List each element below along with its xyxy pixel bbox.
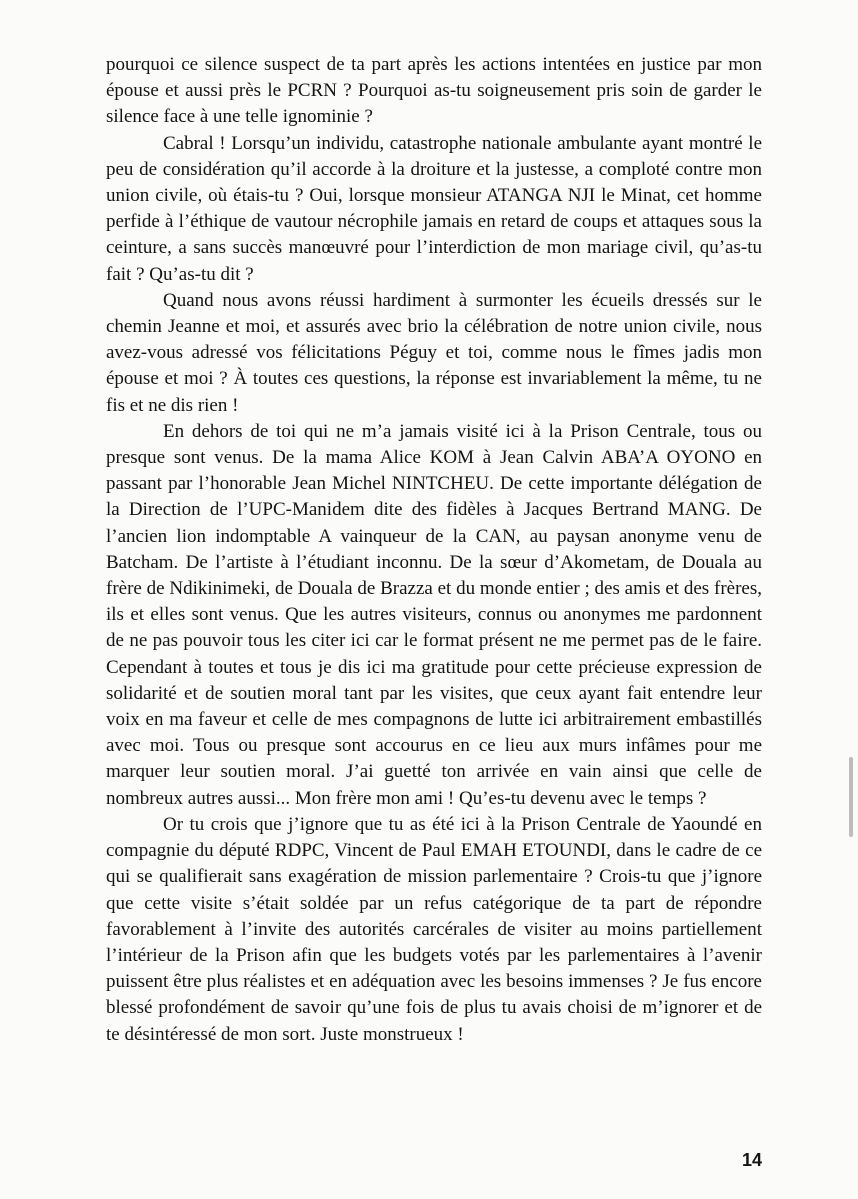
paragraph-union-civile: Quand nous avons réussi hardiment à surmonter les écueils dressés sur le chemin Jeanne et moi, et assurés avec brio la célébration de notre union civile, nous avez-vous adressé vos félicitations Péguy et toi, comme nous le fîmes jadis mon épouse et moi ? À toutes ces questions, la réponse est invariablement la même, tu ne fis et ne dis rien ! xyxy=(106,289,762,416)
page-body xyxy=(106,52,762,1048)
paragraph-mission-parlementaire: Or tu crois que j’ignore que tu as été ici à la Prison Centrale de Yaoundé en compagnie du député RDPC, Vincent de Paul EMAH ETOUNDI, dans le cadre de ce qui se qualifierait sans exagération de mission parlementaire ? Crois-tu que j’ignore que cette visite s’était soldée par un refus catégorique de ta part de répondre favorablement à l’invite des autorités carcérales de visiter au moins partiellement l’intérieur de la Prison afin que les budgets votés par les parlementaires à l’avenir puissent être plus réalistes et en adéquation avec les besoins immenses ? Je fus encore blessé profondément de savoir qu’une fois de plus tu avais choisi de m’ignorer et de te désintéressé de mon sort. Juste monstrueux ! xyxy=(106,813,762,1045)
paragraph-cabral: Cabral ! Lorsqu’un individu, catastrophe nationale ambulante ayant montré le peu de considération qu’il accorde à la droiture et la justesse, a comploté contre mon union civile, où étais-tu ? Oui, lorsque monsieur ATANGA NJI le Minat, cet homme perfide à l’éthique de vautour nécrophile jamais en retard de coups et attaques sous la ceinture, a sans succès manœuvré pour l’interdiction de mon mariage civil, qu’as-tu fait ? Qu’as-tu dit ? xyxy=(106,132,762,285)
scrollbar-thumb[interactable] xyxy=(849,757,853,837)
paragraph-continuation: pourquoi ce silence suspect de ta part après les actions intentées en justice par mon épouse et aussi près le PCRN ? Pourquoi as-tu soigneusement pris soin de garder le silence face à une telle ignominie ? xyxy=(106,54,762,128)
page-number: 14 xyxy=(741,1150,762,1170)
paragraph-visiteurs: En dehors de toi qui ne m’a jamais visité ici à la Prison Centrale, tous ou presque sont venus. De la mama Alice KOM à Jean Calvin ABA’A OYONO en passant par l’honorable Jean Michel NINTCHEU. De cette importante délégation de la Direction de l’UPC-Manidem dite des fidèles à Jacques Bertrand MANG. De l’ancien lion indomptable A vainqueur de la CAN, au paysan anonyme venu de Batcham. De l’artiste à l’étudiant inconnu. De la sœur d’Akometam, de Douala au frère de Ndikinimeki, de Douala de Brazza et du monde entier ; des amis et des frères, ils et elles sont venus. Que les autres visiteurs, connus ou anonymes me pardonnent de ne pas pouvoir tous les citer ici car le format présent ne me permet pas de le faire. Cependant à toutes et tous je dis ici ma gratitude pour cette précieuse expression de solidarité et de soutien moral tant par les visites, que ceux ayant fait entendre leur voix en ma faveur et celle de mes compagnons de lutte ici arbitrairement embastillés avec moi. Tous ou presque sont accourus en ce lieu aux murs infâmes pour me marquer leur soutien moral. J’ai guetté ton arrivée en vain ainsi que celle de nombreux autres aussi... Mon frère mon ami ! Qu’es-tu devenu avec le temps ? xyxy=(106,420,762,809)
